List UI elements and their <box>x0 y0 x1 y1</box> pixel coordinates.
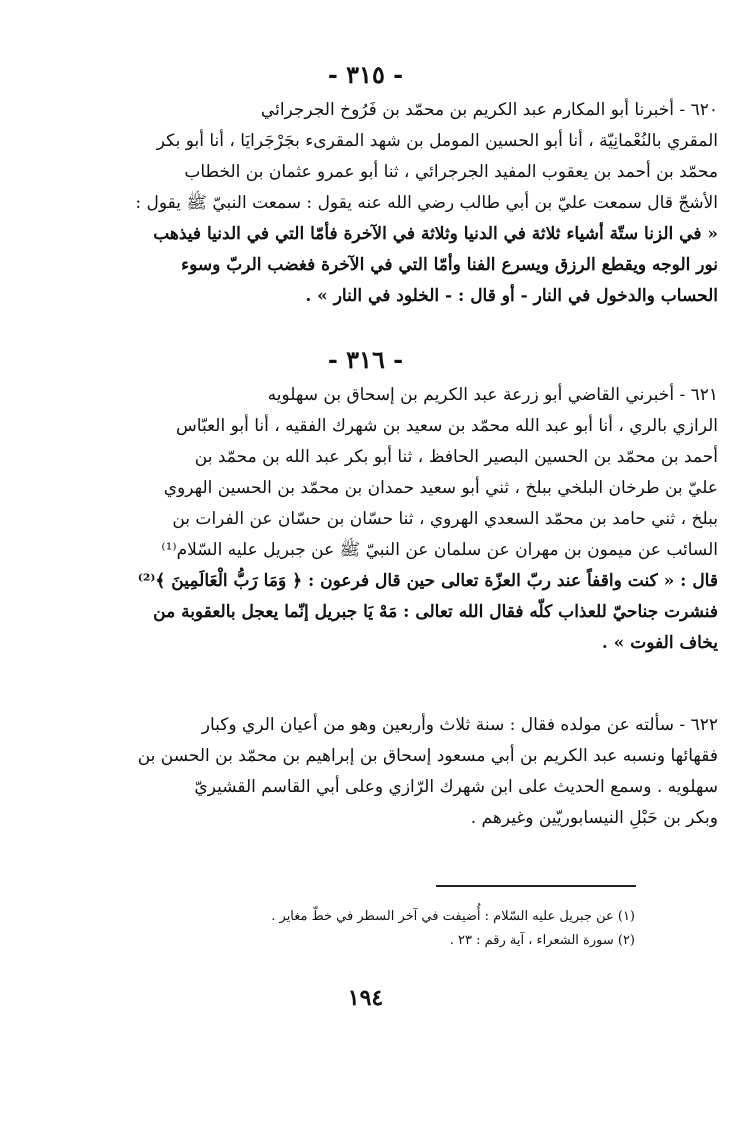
page-number: ١٩٤ <box>347 985 384 1011</box>
footnotes <box>200 905 635 953</box>
p620-line-1: ٦٢٠ - أخبرنا أبو المكارم عبد الكريم بن محمّد بن فَرُوخ الجرجرائي <box>260 100 718 120</box>
p621-line-3: أحمد بن محمّد بن الحسين البصير الحافظ ، ثنا أبو بكر عبد الله بن محمّد بن <box>194 447 718 467</box>
p622-line-3: سهلويه . وسمع الحديث على ابن شهرك الرّازي وعلى أبي القاسم القشيريّ <box>194 777 718 797</box>
paragraph-622 <box>20 710 718 834</box>
p622-line-4: وبكر بن حَبْلِ النيسابوريّين وغيرهم . <box>470 808 718 828</box>
p621-line-2: الرازي بالري ، أنا أبو عبد الله محمّد بن سعيد بن شهرك الفقيه ، أنا أبو العبّاس <box>176 416 718 436</box>
p620-line-2: المقري بالنُعْمانِيّة ، أنا أبو الحسين المومل بن شهد المقرىء بجَرْجَرايَا ، أنا أبو بكر <box>156 131 718 151</box>
p622-line-1: ٦٢٢ - سألته عن مولده فقال : سنة ثلاث وأربعين وهو من أعيان الري وكبار <box>201 715 718 735</box>
p620-line-3: محمّد بن أحمد بن يعقوب المفيد الجرجرائي ، ثنا أبو عمرو عثمان بن الخطاب <box>184 162 718 182</box>
footnote-1: (١) عن جبريل عليه السّلام : أُضيفت في آخر السطر في خطّ مغاير . <box>271 909 635 924</box>
p621-line-8: فنشرت جناحيّ للعذاب كلّه فقال الله تعالى : مَهْ يَا جبريل إنّما يعجل بالعقوبة من <box>153 602 718 622</box>
paragraph-620 <box>20 95 718 312</box>
p620-line-4: الأشجّ قال سمعت عليّ بن أبي طالب رضي الله عنه يقول : سمعت النبيّ ﷺ يقول : <box>135 193 718 213</box>
p621-line-9: يخاف الفوت » . <box>601 633 718 653</box>
p621-line-6: السائب عن ميمون بن مهران عن سلمان عن النبيّ ﷺ عن جبريل عليه السّلام⁽¹⁾ <box>161 540 718 560</box>
p621-line-1: ٦٢١ - أخبرني القاضي أبو زرعة عبد الكريم بن إسحاق بن سهلويه <box>267 385 718 405</box>
paragraph-621 <box>20 380 718 659</box>
p622-line-2: فقهائها ونسبه عبد الكريم بن أبي مسعود إسحاق بن إبراهيم بن محمّد بن الحسن بن <box>137 746 718 766</box>
p620-line-7: الحساب والدخول في النار - أو قال : - الخلود في النار » . <box>305 286 718 306</box>
footnote-divider <box>436 885 636 887</box>
p621-line-7: قال : « كنت واقفاً عند ربّ العزّة تعالى حين قال فرعون : ﴿ وَمَا رَبُّ الْعَالَمِينَ ﴾⁽²⁾ <box>137 571 718 591</box>
section-number-315: - ٣١٥ - <box>327 60 404 89</box>
footnote-2: (٢) سورة الشعراء ، آية رقم : ٢٣ . <box>449 933 635 948</box>
section-number-316: - ٣١٦ - <box>327 345 404 374</box>
p620-line-5: « في الزنا ستّة أشياء ثلاثة في الدنيا وثلاثة في الآخرة فأمّا التي في الدنيا فيذهب <box>153 224 718 244</box>
p621-line-5: ببلخ ، ثني حامد بن محمّد السعدي الهروي ، ثنا حسّان بن حسّان عن الفرات بن <box>172 509 718 529</box>
p621-line-4: عليّ بن طرخان البلخي ببلخ ، ثني أبو سعيد حمدان بن محمّد بن الحسين الهروي <box>163 478 718 498</box>
p620-line-6: نور الوجه ويقطع الرزق ويسرع الفنا وأمّا التي في الآخرة فغضب الربّ وسوء <box>181 255 718 275</box>
